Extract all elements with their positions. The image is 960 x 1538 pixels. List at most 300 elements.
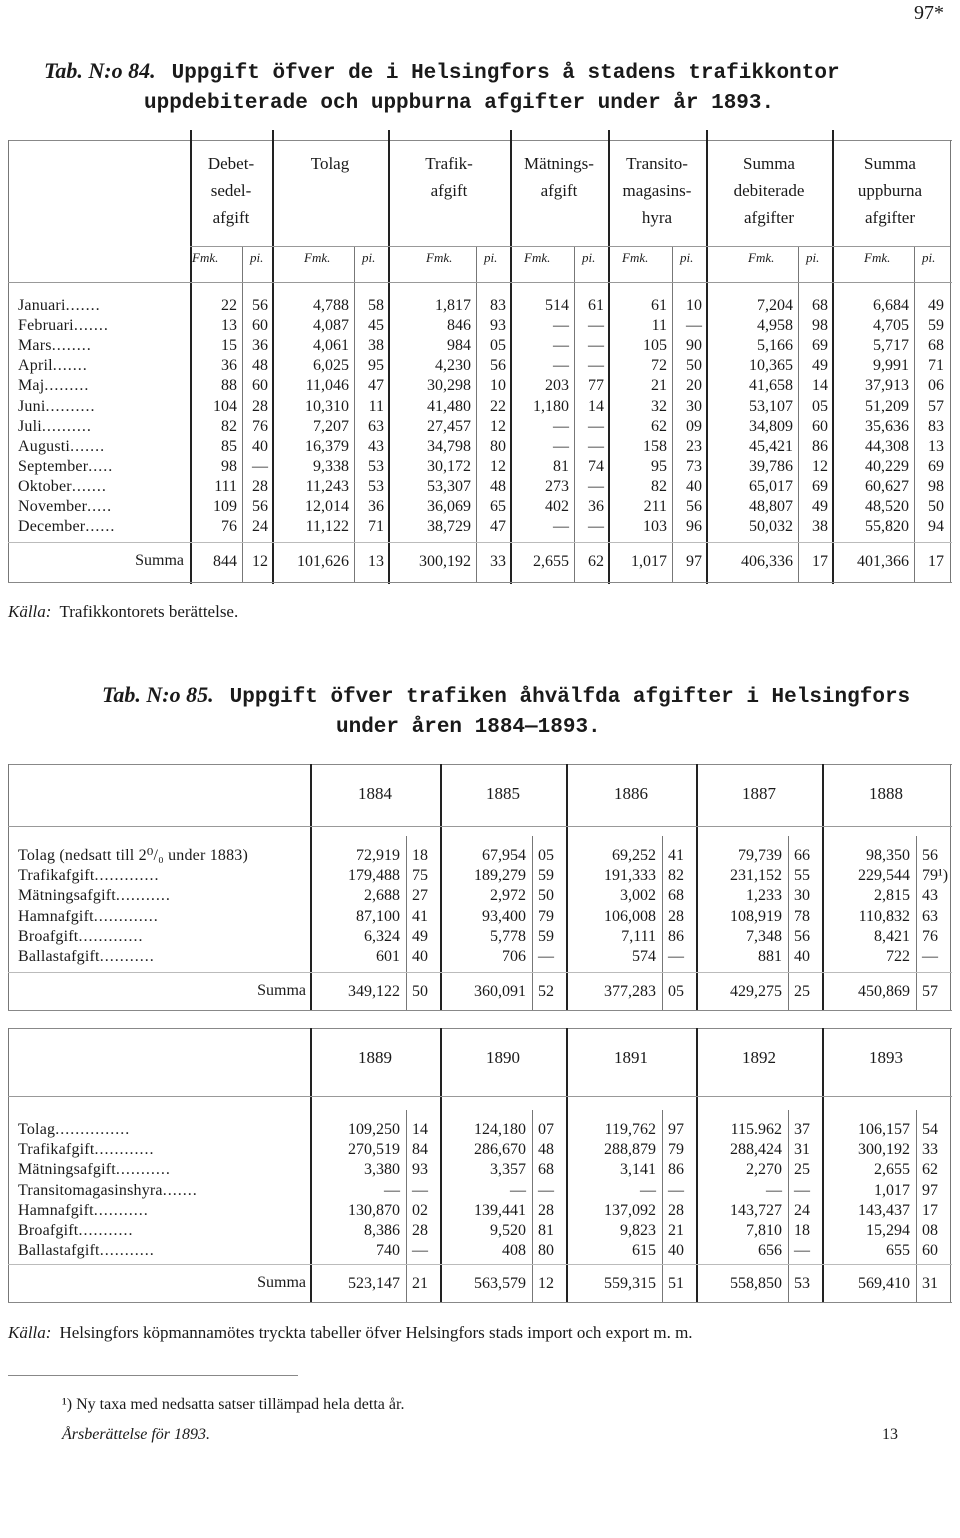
tab84-summa-mk: 406,336 [741,553,793,570]
footnote [62,1396,404,1414]
tab85-cell-pi: 97 [922,1181,938,1199]
tab85-summa-rule [8,972,952,973]
tab84-unit-pi: pi. [806,250,820,265]
tab84-cell-pi: 60 [812,417,828,435]
tab84-cell-pi: 06 [928,377,944,395]
leader-dots: ....... [65,297,101,314]
tab85-summa-pi: 05 [668,983,684,1000]
tab84-cell-mk: 1,180 [533,397,569,415]
tab85-summa-label: Summa [257,982,306,999]
tab84-cell-pi: 20 [686,377,702,395]
tab84-cell-mk: 44,308 [865,437,909,455]
tab84-cell-mk: 36 [221,357,237,375]
tab85-cell-mk: 143,437 [858,1201,910,1219]
tab84-cell-pi: — [588,518,604,536]
tab84-cell-pi: — [588,437,604,455]
fee-name: Broafgift [18,927,79,945]
tab84-cell-pi: 56 [252,297,268,314]
tab84-unit-mk: Fmk. [524,250,551,265]
tab85-pi-rule [788,1110,789,1302]
month-name: Februari [18,317,74,335]
tab85-cell-pi: 30 [794,887,810,905]
tab84-number: Tab. N:o 84. [44,58,156,83]
tab85-cell-pi: 50 [538,887,554,905]
tab84-cell-mk: 51,209 [865,397,909,415]
tab84-unit-pi: pi. [680,250,694,265]
tab84-cell-mk: 82 [651,477,667,495]
tab84-title [44,56,944,119]
leader-dots: ....... [52,357,88,375]
tab84-cell-mk: 5,166 [757,337,793,355]
tab84-cell-mk: 4,061 [313,337,349,355]
tab84-cell-pi: 93 [490,317,506,335]
tab84-summa-mk: 401,366 [857,553,909,570]
leader-dots: ..... [88,457,114,475]
tab85-cell-mk: 229,544 [858,867,910,885]
tab85-number: Tab. N:o 85. [102,682,214,707]
tab85-summa-mk: 523,147 [348,1275,400,1292]
tab85-cell-mk: 143,727 [730,1201,782,1219]
tab84-column-header: Debet- sedel- afgift [207,154,255,227]
tab85-cell-mk: 6,324 [364,927,400,945]
tab85-cell-mk: — [384,1181,400,1199]
tab84-cell-mk: 7,204 [757,297,793,314]
tab85-year-header: 1889 [358,1048,392,1067]
tab84-cell-mk: 62 [651,417,667,435]
tab84-cell-mk: 158 [643,437,667,455]
tab85-cell-pi: 05 [538,847,554,864]
tab84-cell-pi: 60 [252,317,268,335]
tab85-cell-mk: 270,519 [348,1141,400,1159]
tab85-cell-mk: 722 [886,948,910,965]
footnote-text: Ny taxa med nedsatta satser tillämpad hela detta år. [76,1396,405,1413]
tab84-cell-pi: — [588,417,604,435]
tab84-cell-pi: — [252,457,268,475]
fee-name: Mätningsafgift [18,887,116,905]
tab85-pi-rule [532,836,533,1010]
tab84-cell-pi: 38 [812,518,828,536]
tab85-year-header: 1890 [486,1048,520,1067]
month-name: Juni [18,397,46,415]
tab85-pi-rule [788,836,789,1010]
tab85-row-label [18,1160,171,1180]
tab84-cell-pi: 38 [368,337,384,355]
month-name: Juli [18,417,42,435]
tab84-unit-mk: Fmk. [622,250,649,265]
tab85-summa-mk: 429,275 [730,983,782,1000]
tab84-cell-mk: 6,025 [313,357,349,375]
tab84-summa-mk: 300,192 [419,553,471,570]
tab85-cell-mk: 93,400 [482,907,526,925]
tab84-unit-pi: pi. [582,250,596,265]
tab84-cell-pi: 43 [368,437,384,455]
tab85-cell-pi: 59 [538,867,554,885]
leader-dots: ........... [78,1222,134,1239]
tab84-row-label [18,336,92,356]
tab84-column-header: Transito- magasins- hyra [622,154,692,227]
tab85-cell-pi: — [794,1181,810,1199]
tab84-cell-pi: 28 [252,397,268,415]
leader-dots: .......... [41,417,92,435]
tab85-cell-pi: 33 [922,1141,938,1159]
tab84-right-rule [950,140,951,582]
tab85-cell-mk: 15,294 [866,1222,910,1239]
tab84-cell-mk: 514 [545,297,569,314]
tab84-row-label [18,417,92,437]
tab84-cell-mk: 11,122 [305,518,349,536]
fee-name: Transitomagasinshyra [18,1181,163,1199]
tab85-pi-rule [406,836,407,1010]
tab84-cell-mk: 60,627 [865,477,909,495]
tab85-cell-pi: 79 [538,907,554,925]
tab84-cell-mk: 72 [651,357,667,375]
tab84-summa-pi: 17 [928,553,944,570]
tab84-cell-mk: 41,480 [427,397,471,415]
tab84-unit-mk: Fmk. [864,250,891,265]
tab85-cell-pi: 40 [794,948,810,965]
tab84-unit-mk: Fmk. [426,250,453,265]
tab84-cell-mk: 273 [545,477,569,495]
tab85-summa-mk: 377,283 [604,983,656,1000]
tab84-source [8,602,238,622]
tab85-cell-mk: 1,017 [874,1181,910,1199]
tab84-column-header: Trafik- afgift [425,154,473,200]
tab84-cell-mk: 38,729 [427,518,471,536]
tab84-cell-pi: 05 [812,397,828,415]
tab84-cell-pi: 24 [252,518,268,536]
tab85-cell-pi: 49 [412,927,428,945]
tab85-title [44,680,944,743]
tab85-summa-pi: 52 [538,983,554,1000]
tab85-cell-mk: 8,386 [364,1222,400,1239]
leader-dots: ....... [71,477,107,495]
fee-name: Hamnafgift [18,907,94,925]
tab84-cell-mk: 4,705 [873,317,909,335]
tab84-title-line2: uppdebiterade och uppburna afgifter under år 1893. [144,92,775,115]
tab85-cell-mk: 3,380 [364,1161,400,1179]
tab85-summa-mk: 563,579 [474,1275,526,1292]
tab84-cell-mk: 48,520 [865,498,909,515]
tab84-cell-mk: — [553,417,569,435]
tab85-cell-pi: 31 [794,1141,810,1159]
tab85-cell-pi: 84 [412,1141,428,1159]
tab84-cell-pi: 50 [928,498,944,515]
tab84-cell-mk: 81 [553,457,569,475]
tab84-cell-pi: 11 [368,397,384,415]
tab84-cell-pi: 49 [812,357,828,375]
tab84-cell-mk: 105 [643,337,667,355]
tab84-cell-mk: 50,032 [749,518,793,536]
tab84-cell-mk: 88 [221,377,237,395]
tab84-unit-pi: pi. [362,250,376,265]
footer-source: Årsberättelse för 1893. [62,1426,210,1443]
tab84-cell-mk: 48,807 [749,498,793,515]
tab85-cell-pi: 14 [412,1121,428,1138]
tab84-cell-mk: 27,457 [427,417,471,435]
tab84-cell-mk: 10,365 [749,357,793,375]
tab85-cell-pi: — [794,1242,810,1260]
tab84-cell-pi: 50 [686,357,702,375]
tab84-cell-pi: — [588,357,604,375]
tab84-cell-pi: 47 [368,377,384,395]
tab84-unit-rule [8,282,952,283]
tab85-cell-mk: — [640,1181,656,1199]
tab85-cell-mk: 5,778 [490,927,526,945]
tab84-cell-mk: 21 [651,377,667,395]
tab85-year-header: 1885 [486,784,520,803]
tab84-summa-pi: 33 [490,553,506,570]
tab85-summa-pi: 21 [412,1275,428,1292]
tab85-source [8,1323,693,1343]
tab84-row-label [18,517,115,537]
tab85-year-header: 1891 [614,1048,648,1067]
tab85-summa-pi: 31 [922,1275,938,1292]
tab84-cell-pi: 30 [686,397,702,415]
tab85-year-header: 1888 [869,784,903,803]
tab84-cell-pi: 13 [928,437,944,455]
tab84-title-line1: Uppgift öfver de i Helsingfors å stadens trafikkontor [171,62,840,85]
tab85-row-label [18,1241,155,1261]
tab85-title-line1: Uppgift öfver trafiken åhvälfda afgifter i Helsingfors [229,686,911,709]
tab84-cell-pi: 56 [490,357,506,375]
tab85-cell-mk: 139,441 [474,1201,526,1219]
tab85-summa-mk: 558,850 [730,1275,782,1292]
tab85-cell-mk: 615 [632,1242,656,1260]
tab84-cell-mk: 10,310 [305,397,349,415]
tab84-cell-mk: 76 [221,518,237,536]
tab84-cell-pi: 73 [686,457,702,475]
tab85-cell-mk: 79,739 [738,847,782,864]
fee-name: Broafgift [18,1222,79,1239]
tab85-cell-mk: 2,815 [874,887,910,905]
tab84-cell-mk: 40,229 [865,457,909,475]
tab84-cell-pi: 49 [812,498,828,515]
tab85-cell-pi: — [412,1242,428,1260]
tab85-left-rule [8,764,9,1010]
tab85-cell-mk: 189,279 [474,867,526,885]
tab85-year-header: 1886 [614,784,648,803]
tab84-unit-mk: Fmk. [748,250,775,265]
tab84-cell-pi: 28 [252,477,268,495]
fee-name: Ballastafgift [18,1242,100,1260]
tab85-cell-mk: 2,688 [364,887,400,905]
tab85-left-rule [8,1028,9,1302]
leader-dots: ......... [44,377,90,395]
tab85-cell-mk: 706 [502,948,526,965]
tab85-pi-rule [916,1110,917,1302]
tab85-title-line2: under åren 1884—1893. [336,716,601,739]
tab84-cell-mk: 15 [221,337,237,355]
tab84-cell-mk: 85 [221,437,237,455]
tab85-year-header: 1887 [742,784,776,803]
leader-dots: ........ [51,337,92,355]
tab84-cell-pi: 36 [588,498,604,515]
tab85-cell-mk: 231,152 [730,867,782,885]
tab84-row-label [18,497,112,517]
tab85-cell-mk: 137,092 [604,1201,656,1219]
tab85-cell-mk: 7,111 [621,927,656,945]
tab84-cell-pi: 69 [812,337,828,355]
tab84-column-header: Tolag [310,154,350,173]
footnote-marker: ¹) [62,1396,73,1413]
tab85-cell-pi: 66 [794,847,810,864]
tab85-summa-mk: 559,315 [604,1275,656,1292]
leader-dots: ............ [94,1141,155,1159]
tab84-cell-pi: 49 [928,297,944,314]
tab84-cell-mk: 211 [643,498,667,515]
tab85-cell-pi: 56 [922,847,938,864]
tab85-top-rule [8,764,952,765]
tab84-cell-pi: 96 [686,518,702,536]
tab84-cell-pi: 94 [928,518,944,536]
page-marker: 13 [882,1426,898,1443]
tab85-cell-mk: 3,002 [620,887,656,905]
tab85-pi-rule [662,836,663,1010]
tab84-cell-pi: — [588,337,604,355]
tab85-summa-pi: 53 [794,1275,810,1292]
tab85-cell-pi: — [538,1181,554,1199]
tab85-summa-mk: 360,091 [474,983,526,1000]
tab85-cell-pi: 63 [922,907,938,925]
tab84-cell-mk: 11,046 [305,377,349,395]
leader-dots: ............. [94,867,160,885]
tab84-cell-pi: 69 [812,477,828,495]
tab85-cell-pi: 17 [922,1201,938,1219]
tab84-cell-mk: 11,243 [305,477,349,495]
tab85-pi-rule [532,1110,533,1302]
tab84-cell-mk: 5,717 [873,337,909,355]
leader-dots: ....... [162,1181,198,1199]
tab85-bottom-rule [8,1010,952,1011]
month-name: November [18,498,88,515]
tab85-cell-pi: 40 [412,948,428,965]
tab84-cell-pi: 14 [588,397,604,415]
tab85-summa-mk: 569,410 [858,1275,910,1292]
tab85-cell-mk: 7,348 [746,927,782,945]
tab84-cell-pi: 59 [928,317,944,335]
tab84-cell-mk: 402 [545,498,569,515]
tab85-cell-mk: 2,270 [746,1161,782,1179]
tab85-cell-pi: — [668,1181,684,1199]
tab84-summa-mk: 101,626 [297,553,349,570]
tab85-summa-mk: 450,869 [858,983,910,1000]
tab84-cell-mk: 6,684 [873,297,909,314]
tab85-cell-mk: 191,333 [604,867,656,885]
tab85-cell-pi: 24 [794,1201,810,1219]
tab84-cell-mk: 11 [651,317,667,335]
tab85-year-header: 1884 [358,784,392,803]
tab85-source-label: Källa: [8,1323,52,1342]
tab84-row-label [18,437,105,457]
tab84-cell-pi: 76 [252,417,268,435]
tab85-cell-mk: 106,157 [858,1121,910,1138]
tab84-cell-pi: 53 [368,457,384,475]
tab85-cell-mk: 67,954 [482,847,526,864]
tab84-row-label [18,356,88,376]
fee-name: Tolag [18,1121,56,1138]
tab84-unit-mk: Fmk. [304,250,331,265]
leader-dots: ........... [99,1242,155,1260]
tab84-cell-pi: 47 [490,518,506,536]
tab84-row-label [18,397,95,417]
tab85-cell-mk: 740 [376,1242,400,1260]
tab85-bottom-rule [8,1302,952,1303]
tab84-cell-mk: 4,788 [313,297,349,314]
tab85-cell-pi: 40 [668,1242,684,1260]
fee-name: Tolag (nedsatt till 2⁰/₀ under 1883) [18,847,249,864]
leader-dots: ........... [115,887,171,905]
footnote-rule [8,1375,298,1376]
tab85-row-label [18,907,159,927]
tab85-cell-pi: 75 [412,867,428,885]
tab84-row-label [18,477,107,497]
tab84-bottom-rule [8,582,952,583]
tab84-cell-mk: — [553,437,569,455]
tab85-cell-mk: 286,670 [474,1141,526,1159]
tab84-column-header: Summa debiterade afgifter [733,154,805,227]
tab85-cell-pi: 28 [668,907,684,925]
tab84-cell-mk: 111 [214,477,237,495]
tab85-cell-pi: 93 [412,1161,428,1179]
tab84-cell-mk: 30,298 [427,377,471,395]
tab85-cell-pi: — [922,948,938,965]
leader-dots: ........... [93,1201,149,1219]
tab85-row-label [18,1221,133,1241]
tab84-cell-pi: 80 [490,437,506,455]
tab84-cell-pi: 22 [490,397,506,415]
tab84-cell-pi: 68 [812,297,828,314]
tab85-cell-mk: 87,100 [356,907,400,925]
tab84-cell-mk: 95 [651,457,667,475]
tab85-cell-mk: 881 [758,948,782,965]
tab85-cell-mk: 69,252 [612,847,656,864]
tab85-cell-pi: — [412,1181,428,1199]
fee-name: Ballastafgift [18,948,100,965]
tab84-row-label [18,316,109,336]
tab85-cell-pi: 07 [538,1121,554,1138]
tab84-cell-pi: 09 [686,417,702,435]
tab84-cell-pi: 05 [490,337,506,355]
tab85-row-label [18,846,248,866]
tab84-cell-pi: 58 [368,297,384,314]
tab85-cell-mk: 110,832 [858,907,910,925]
fee-name: Trafikafgift [18,1141,95,1159]
tab85-pi-rule [662,1110,663,1302]
tab84-cell-mk: 13 [221,317,237,335]
tab84-unit-mk: Fmk. [192,250,219,265]
tab84-cell-mk: 65,017 [749,477,793,495]
tab84-cell-pi: 48 [490,477,506,495]
tab84-column-header: Summa uppburna afgifter [857,154,923,227]
tab85-cell-pi: 59 [538,927,554,945]
tab84-cell-pi: 71 [928,357,944,375]
tab84-cell-mk: 4,087 [313,317,349,335]
tab85-summa-pi: 25 [794,983,810,1000]
tab85-cell-mk: 119,762 [604,1121,656,1138]
tab85-cell-mk: 288,424 [730,1141,782,1159]
month-name: Januari [18,297,66,314]
tab84-cell-pi: 83 [490,297,506,314]
leader-dots: .......... [45,397,96,415]
tab84-cell-mk: 53,107 [749,397,793,415]
tab85-cell-pi: 02 [412,1201,428,1219]
tab85-cell-pi: 25 [794,1161,810,1179]
tab84-cell-mk: 4,230 [435,357,471,375]
month-name: Maj [18,377,45,395]
tab85-cell-mk: 288,879 [604,1141,656,1159]
tab84-cell-pi: 83 [928,417,944,435]
tab85-cell-pi: 27 [412,887,428,905]
